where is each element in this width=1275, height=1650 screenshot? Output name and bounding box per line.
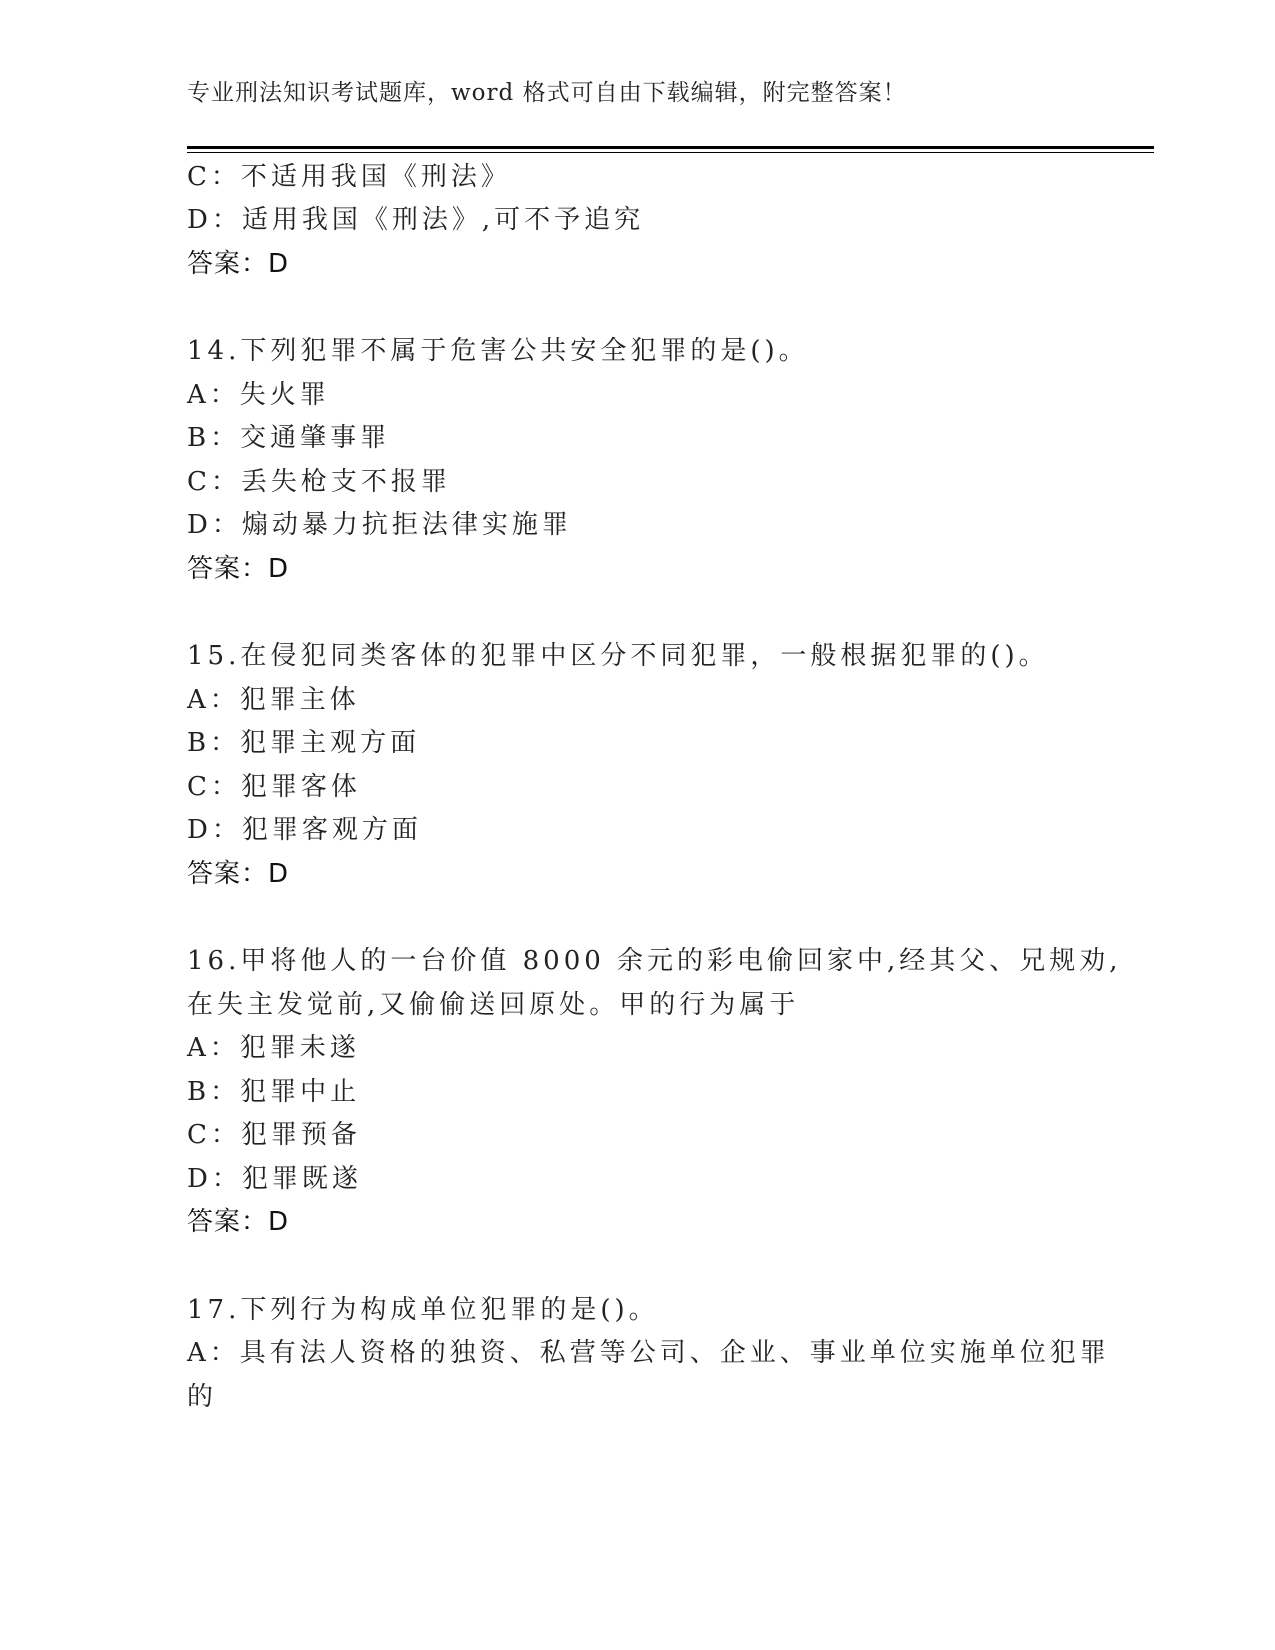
q15-answer: 答案：D	[187, 859, 290, 889]
q15-option-d: D：犯罪客观方面	[187, 815, 422, 845]
q15-question: 15.在侵犯同类客体的犯罪中区分不同犯罪，一般根据犯罪的()。	[187, 641, 1049, 671]
q13-answer: 答案：D	[187, 249, 290, 279]
q15-option-c: C：犯罪客体	[187, 772, 361, 802]
q16-option-a: A：犯罪未遂	[187, 1033, 360, 1063]
q16-question-line1: 16.甲将他人的一台价值 8000 余元的彩电偷回家中,经其父、兄规劝,	[187, 946, 1122, 976]
q14-answer: 答案：D	[187, 554, 290, 584]
q15-option-b: B：犯罪主观方面	[187, 728, 421, 758]
q16-option-c: C：犯罪预备	[187, 1120, 361, 1150]
q16-answer: 答案：D	[187, 1207, 290, 1237]
q14-option-d: D：煽动暴力抗拒法律实施罪	[187, 510, 572, 540]
q17-option-a-line2: 的	[187, 1382, 218, 1412]
q15-option-a: A：犯罪主体	[187, 685, 360, 715]
q14-question: 14.下列犯罪不属于危害公共安全犯罪的是()。	[187, 336, 809, 366]
q13-option-d: D：适用我国《刑法》,可不予追究	[187, 205, 645, 235]
header-divider-thick	[187, 146, 1154, 149]
q16-question-line2: 在失主发觉前,又偷偷送回原处。甲的行为属于	[187, 990, 800, 1020]
header-divider-thin	[187, 152, 1154, 153]
q14-option-c: C：丢失枪支不报罪	[187, 467, 451, 497]
q16-option-b: B：犯罪中止	[187, 1077, 361, 1107]
q14-option-a: A：失火罪	[187, 380, 330, 410]
page-header: 专业刑法知识考试题库，word 格式可自由下载编辑，附完整答案！	[187, 80, 907, 106]
q13-option-c: C：不适用我国《刑法》	[187, 162, 511, 192]
q14-option-b: B：交通肇事罪	[187, 423, 391, 453]
q17-option-a-line1: A：具有法人资格的独资、私营等公司、企业、事业单位实施单位犯罪	[187, 1338, 1110, 1368]
q16-option-d: D：犯罪既遂	[187, 1164, 362, 1194]
q17-question: 17.下列行为构成单位犯罪的是()。	[187, 1295, 659, 1325]
